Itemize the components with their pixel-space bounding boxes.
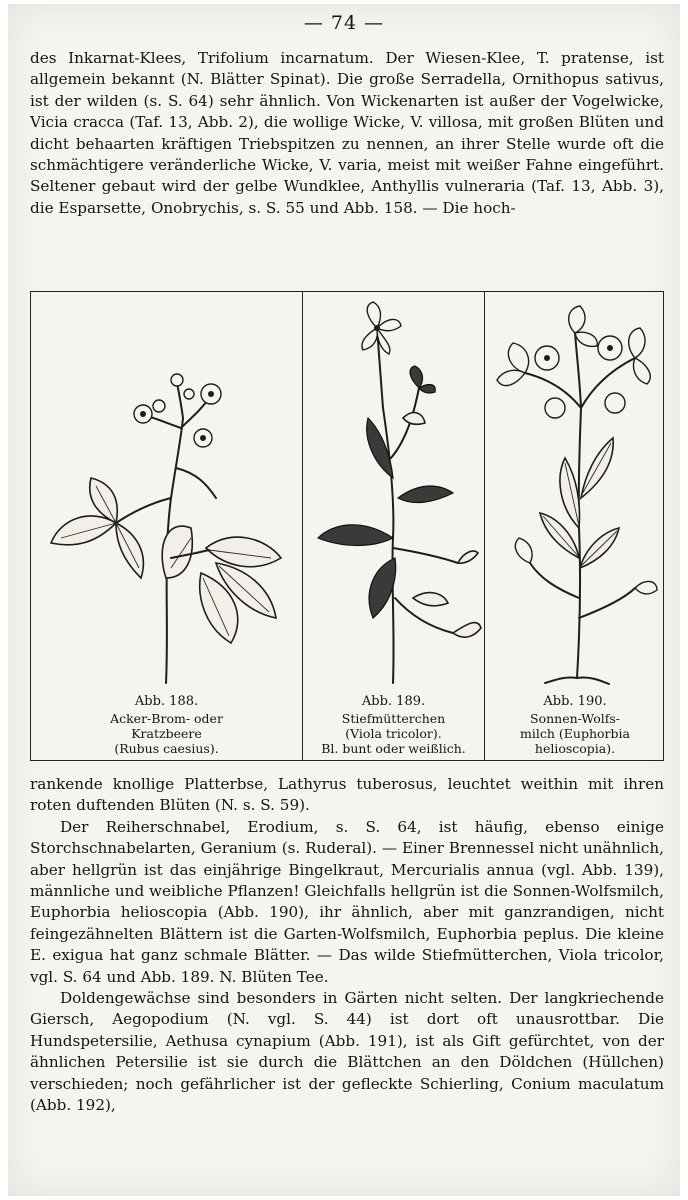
caption-line: helioscopia). <box>534 741 616 756</box>
caption-line: milch (Euphorbia <box>520 726 630 741</box>
paragraph: Der Reiherschnabel, Erodium, s. S. 64, ist häufig, ebenso einige Storchschnabelarten, Geranium (s. Ruderal). — Einer Brennessel nicht unähnlich, aber hellgrün ist das einjährige Bingelkraut, Mercurialis annua (vgl. Abb. 139), männliche und weibliche Pflanzen! Gleichfalls hellgrün ist die Sonnen-Wolfsmilch, Euphorbia helioscopia (Abb. 190), ihr ähnlich, aber mit ganzrandigen, nicht feingezähnelten Blättern ist die Garten-Wolfsmilch, Euphorbia peplus. Die kleine E. exigua hat ganz schmale Blätter. — Das wilde Stiefmütterchen, Viola tricolor, vgl. S. 64 und Abb. 189. N. Blüten Tee. <box>30 817 664 986</box>
figure-caption <box>489 694 661 756</box>
book-page <box>8 4 680 1196</box>
figure-number: Abb. 190. <box>543 694 607 709</box>
text-block-top <box>30 48 664 219</box>
caption-line: (Viola tricolor). <box>345 726 442 741</box>
caption-line: Acker-Brom- oder <box>110 711 223 726</box>
viola-illustration <box>303 298 483 688</box>
caption-line: Bl. bunt oder weißlich. <box>321 741 466 756</box>
text-block-bottom <box>30 774 664 1117</box>
figure-panel-190 <box>485 292 665 760</box>
page-number: — 74 — <box>303 12 385 34</box>
euphorbia-illustration <box>485 298 663 688</box>
caption-line: (Rubus caesius). <box>114 741 219 756</box>
figure-number: Abb. 188. <box>134 694 199 709</box>
figure-caption <box>35 694 298 756</box>
caption-line: Sonnen-Wolfs- <box>530 711 620 726</box>
figure-number: Abb. 189. <box>361 694 426 709</box>
figure-panel-188 <box>31 292 303 760</box>
paragraph: rankende knollige Platterbse, Lathyrus tuberosus, leuchtet weithin mit ihren roten duftenden Blüten (N. s. S. 59). <box>30 775 664 815</box>
rubus-illustration <box>31 298 301 688</box>
paragraph: Doldengewächse sind besonders in Gärten nicht selten. Der langkriechende Giersch, Aegopodium (N. vgl. S. 44) ist dort oft unausrottbar. Die Hundspetersilie, Aethusa cynapium (Abb. 191), ist als Gift gefürchtet, von der ähnlichen Petersilie ist sie durch die Blättchen an den Döldchen (Hüllchen) verschieden; noch gefährlicher ist der gefleckte Schierling, Conium maculatum (Abb. 192), <box>30 989 664 1115</box>
figure-caption <box>307 694 480 756</box>
paragraph: des Inkarnat-Klees, Trifolium incarnatum. Der Wiesen-Klee, T. pratense, ist allgemein bekannt (N. Blätter Spinat). Die große Serradella, Ornithopus sativus, ist der wilden (s. S. 64) sehr ähnlich. Von Wickenarten ist außer der Vogelwicke, Vicia cracca (Taf. 13, Abb. 2), die wollige Wicke, V. villosa, mit großen Blüten und dicht behaarten kräftigen Triebspitzen zu nennen, an ihrer Stelle wurde oft die schmächtigere veränderliche Wicke, V. varia, meist mit weißer Fahne eingeführt. Seltener gebaut wird der gelbe Wundklee, Anthyllis vulneraria (Taf. 13, Abb. 3), die Esparsette, Onobrychis, s. S. 55 und Abb. 158. — Die hoch- <box>30 49 664 217</box>
figure-plate <box>30 291 664 761</box>
caption-line: Kratzbeere <box>131 726 202 741</box>
figure-panel-189 <box>303 292 485 760</box>
caption-line: Stiefmütterchen <box>341 711 446 726</box>
